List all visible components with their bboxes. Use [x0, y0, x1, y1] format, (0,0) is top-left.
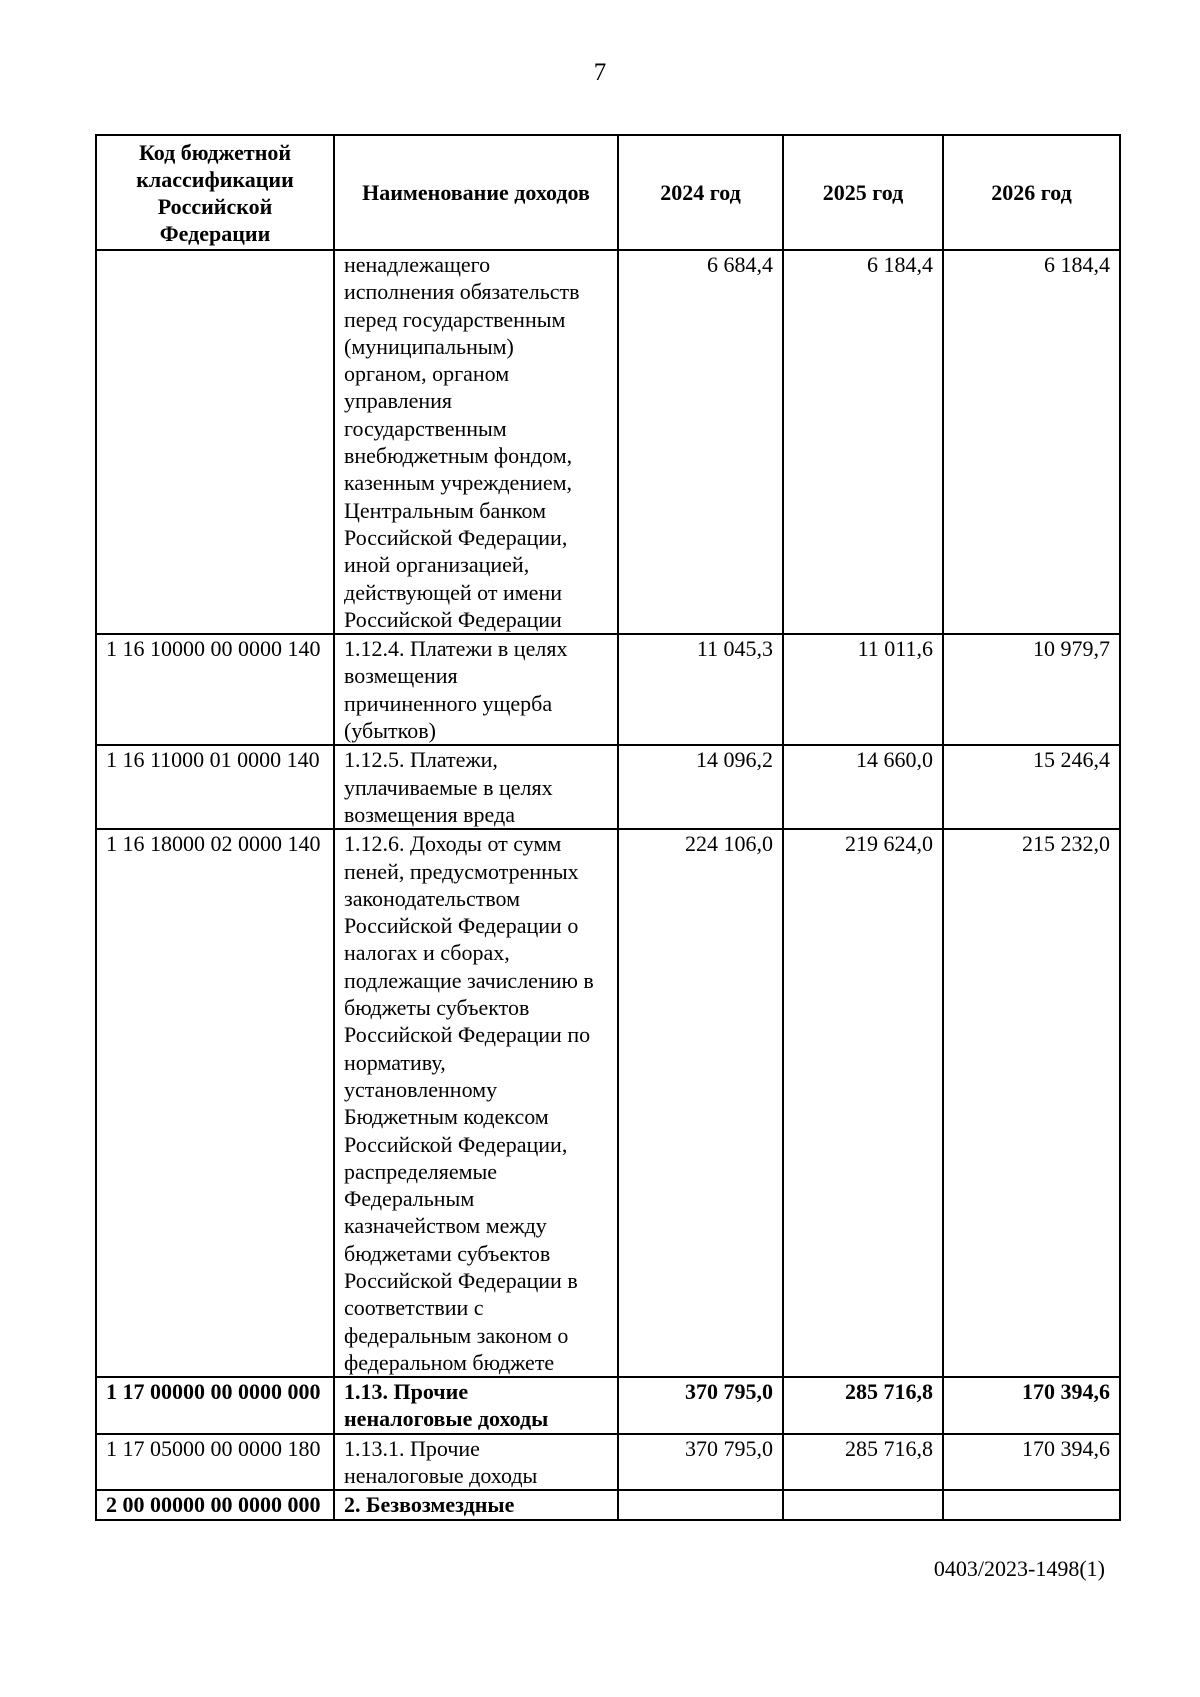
- document-registration-number: 0403/2023-1498(1): [933, 1556, 1105, 1581]
- row-code: 2 00 00000 00 0000 000: [96, 1490, 334, 1519]
- row-2026-value: 10 979,7: [943, 634, 1120, 745]
- row-2025-value: [783, 1490, 943, 1519]
- row-2026-value: [943, 1490, 1120, 1519]
- table-row: [96, 1434, 1120, 1491]
- row-code: 1 16 11000 01 0000 140: [96, 745, 334, 829]
- row-2026-value: 15 246,4: [943, 745, 1120, 829]
- row-code: 1 17 00000 00 0000 000: [96, 1377, 334, 1434]
- row-2025-value: 6 184,4: [783, 250, 943, 634]
- row-2024-value: 14 096,2: [618, 745, 783, 829]
- row-2024-value: 11 045,3: [618, 634, 783, 745]
- row-2025-value: 14 660,0: [783, 745, 943, 829]
- row-2025-value: 11 011,6: [783, 634, 943, 745]
- header-name: Наименование доходов: [334, 135, 618, 250]
- row-name: 1.13.1. Прочие неналоговые доходы: [334, 1434, 618, 1491]
- row-2026-value: 170 394,6: [943, 1377, 1120, 1434]
- row-2026-value: 170 394,6: [943, 1434, 1120, 1491]
- table-row: [96, 1490, 1120, 1519]
- row-name: ненадлежащего исполнения обязательств перед государственным (муниципальным) органом, органом управления государственным внебюджетным фондом, казенным учреждением, Центральным банком Российской Федерации, иной организацией, действующей от имени Российской Федерации: [334, 250, 618, 634]
- row-2025-value: 219 624,0: [783, 829, 943, 1377]
- row-name: 1.12.6. Доходы от сумм пеней, предусмотренных законодательством Российской Федерации о налогах и сборах, подлежащие зачислению в бюджеты субъектов Российской Федерации по нормативу, установленному Бюджетным кодексом Российской Федерации, распределяемые Федеральным казначейством между бюджетами субъектов Российской Федерации в соответствии с федеральным законом о федеральном бюджете: [334, 829, 618, 1377]
- header-2024: 2024 год: [618, 135, 783, 250]
- row-2025-value: 285 716,8: [783, 1434, 943, 1491]
- row-name: 1.12.4. Платежи в целях возмещения причиненного ущерба (убытков): [334, 634, 618, 745]
- table-row: [96, 634, 1120, 745]
- table-row: [96, 829, 1120, 1377]
- row-code: [96, 250, 334, 634]
- row-2026-value: 215 232,0: [943, 829, 1120, 1377]
- row-2024-value: 370 795,0: [618, 1377, 783, 1434]
- table-row: [96, 745, 1120, 829]
- row-code: 1 17 05000 00 0000 180: [96, 1434, 334, 1491]
- row-name: 1.13. Прочие неналоговые доходы: [334, 1377, 618, 1434]
- row-2025-value: 285 716,8: [783, 1377, 943, 1434]
- table-header-row: [96, 135, 1120, 250]
- revenue-table: [95, 134, 1121, 1521]
- header-2026: 2026 год: [943, 135, 1120, 250]
- header-code: Код бюджетной классификации Российской Федерации: [96, 135, 334, 250]
- row-2024-value: 224 106,0: [618, 829, 783, 1377]
- row-2026-value: 6 184,4: [943, 250, 1120, 634]
- table-body: [96, 250, 1120, 1520]
- page-number: 7: [593, 59, 607, 86]
- row-2024-value: 370 795,0: [618, 1434, 783, 1491]
- row-code: 1 16 10000 00 0000 140: [96, 634, 334, 745]
- table-row: [96, 250, 1120, 634]
- row-name: 1.12.5. Платежи, уплачиваемые в целях возмещения вреда: [334, 745, 618, 829]
- table-row: [96, 1377, 1120, 1434]
- header-2025: 2025 год: [783, 135, 943, 250]
- row-2024-value: [618, 1490, 783, 1519]
- row-code: 1 16 18000 02 0000 140: [96, 829, 334, 1377]
- row-name: 2. Безвозмездные: [334, 1490, 618, 1519]
- row-2024-value: 6 684,4: [618, 250, 783, 634]
